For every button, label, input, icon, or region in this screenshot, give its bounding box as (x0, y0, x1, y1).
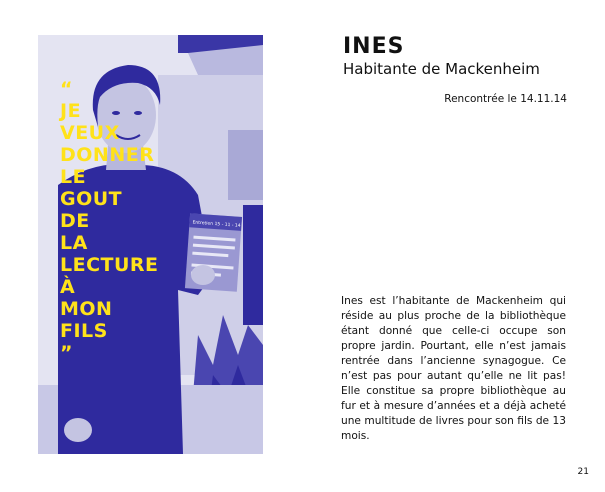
person-subtitle: Habitante de Mackenheim (343, 60, 540, 78)
quote-line: JE (60, 100, 82, 122)
quote-line: LECTURE (60, 254, 159, 276)
flyer-label: Entretien 15 - 11 - 14 (192, 220, 241, 229)
meeting-date: Rencontrée le 14.11.14 (444, 93, 567, 105)
quote-line: DE (60, 210, 90, 232)
quote-line: LA (60, 232, 88, 254)
person-name: INES (343, 34, 405, 59)
quote-line: DONNER (60, 144, 155, 166)
quote-line: FILS (60, 320, 108, 342)
quote-line: VEUX (60, 122, 120, 144)
quote-line: LE (60, 166, 87, 188)
pull-quote (60, 78, 260, 364)
quote-line: ” (60, 342, 73, 364)
quote-line: MON (60, 298, 113, 320)
quote-line: “ (60, 78, 73, 100)
body-paragraph: Ines est l’habitante de Mackenheim qui réside au plus proche de la bibliothèque étant donné que celle-ci occupe son propre jardin. Pourtant, elle n’est jamais rentrée dans l’ancienne synagogue. Ce n’est pas pour autant qu’elle ne lit pas! Elle constitue sa propre bibliothèque au fur et à mesure d’années et a déjà acheté une multitude de livres pour son fils de 13 mois. (341, 295, 566, 442)
quote-line: À (60, 276, 76, 298)
quote-line: GOUT (60, 188, 123, 210)
page-number: 21 (577, 467, 589, 477)
